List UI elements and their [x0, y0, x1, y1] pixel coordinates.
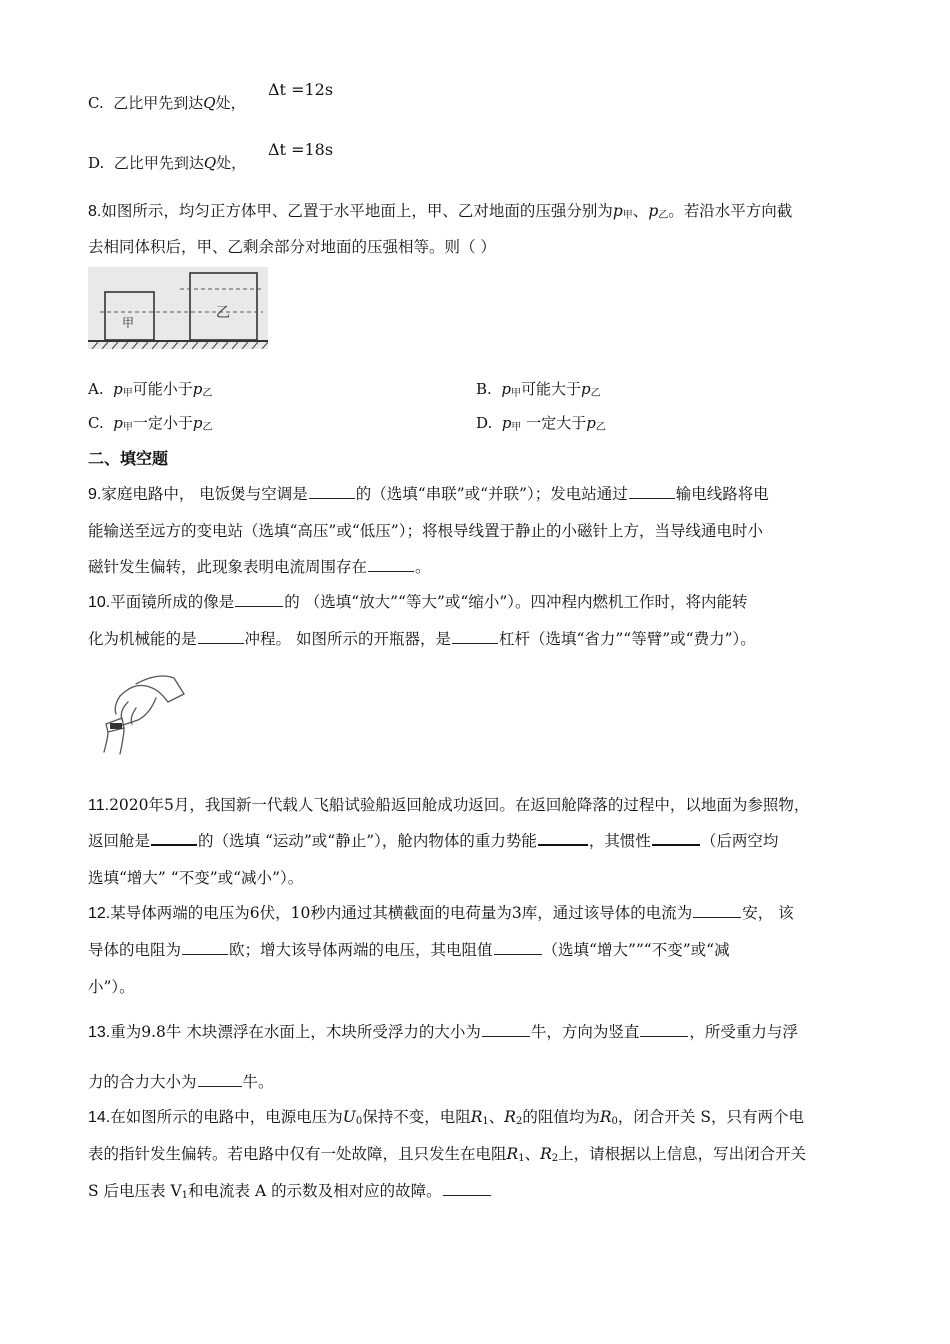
q11-line2: 返回舱是 的（选填 “运动”或“静止”），舱内物体的重力势能 ，其惯性 （后两空均: [88, 832, 779, 850]
q11-blank-3[interactable]: [652, 830, 700, 846]
q8-stem-line2: 去相同体积后，甲、乙剩余部分对地面的压强相等。则（ ）: [88, 238, 496, 256]
q11-line1: 11.2020年5月，我国新一代载人飞船试验船返回舱成功返回。在返回舱降落的过程中，以地面为参照物，: [88, 796, 810, 814]
label-jia: 甲: [122, 316, 135, 330]
bottle-opener-figure: [98, 668, 190, 760]
q9-line3: 磁针发生偏转，此现象表明电流周围存在 。: [88, 558, 431, 576]
q9-line2: 能输送至远方的变电站（选填“高压”或“低压”）；将根导线置于静止的小磁针上方，当导线通电时小: [88, 522, 763, 540]
q14-line2: 表的指针发生偏转。若电路中仅有一处故障，且只发生在电阻$R_1$、$R_2$上，请根据以上信息，写出闭合开关: [88, 1145, 807, 1164]
q13-blank-3[interactable]: [198, 1072, 242, 1087]
q11-blank-2[interactable]: [538, 830, 588, 846]
q8-stem-line1: 8.如图所示，均匀正方体甲、乙置于水平地面上，甲、乙对地面的压强分别为$p_甲$、$p_乙$。若沿水平方向截: [88, 202, 793, 221]
q11-line3: 选填“增大” “不变”或“减小”）。: [88, 869, 304, 887]
q9-blank-3[interactable]: [368, 557, 414, 572]
label-yi: 乙: [216, 305, 230, 321]
q14-blank-1[interactable]: [443, 1181, 491, 1196]
q11-blank-1[interactable]: [151, 830, 197, 846]
section-title: 二、填空题: [88, 451, 169, 468]
q14-line3: S 后电压表 $V_1$和电流表 A 的示数及相对应的故障。: [88, 1180, 880, 1207]
q12-line2: 导体的电阻为 欧；增大该导体两端的电压，其电阻值 （选填“增大””“不变”或“减: [88, 941, 730, 959]
q13-line2: 力的合力大小为 牛。: [88, 1073, 274, 1091]
q12-line1: 12.某导体两端的电压为6伏，10秒内通过其横截面的电荷量为3库，通过该导体的电流为 安， 该: [88, 904, 794, 922]
q9-blank-1[interactable]: [309, 484, 355, 499]
q10-blank-3[interactable]: [452, 629, 498, 644]
q12-blank-1[interactable]: [693, 903, 741, 918]
q10-line2: 化为机械能的是 冲程。 如图所示的开瓶器，是 杠杆（选填“省力”“等臂”或“费力”）。: [88, 630, 756, 648]
q13-blank-1[interactable]: [482, 1022, 530, 1037]
hand-outline: [120, 685, 184, 702]
q7-option-d-formula: Δt =18s: [268, 140, 334, 159]
q8-option-c: C. $p_甲$一定小于$p_乙$: [88, 414, 213, 433]
q12-blank-2[interactable]: [182, 940, 228, 955]
q13-line1: 13.重为9.8牛 木块漂浮在水面上，木块所受浮力的大小为 牛，方向为竖直 ，所受重力与浮: [88, 1023, 798, 1041]
q10-line1: 10.平面镜所成的像是 的 （选填“放大”“等大”或“缩小”）。四冲程内燃机工作时，将内能转: [88, 593, 748, 611]
bottle-cap: [110, 723, 122, 729]
q9-line1: 9.家庭电路中， 电饭煲与空调是 的（选填“串联”或“并联”）；发电站通过 输电线路将电: [88, 485, 769, 503]
q8-option-d: D. $p_甲$ 一定大于$p_乙$: [476, 414, 606, 433]
q8-option-a: A. $p_甲$可能小于$p_乙$: [88, 380, 213, 399]
q7-option-c-formula: Δt =12s: [268, 80, 334, 99]
q10-blank-1[interactable]: [235, 592, 283, 607]
figure-background: [88, 267, 268, 349]
opener-lever: [120, 698, 156, 726]
q7-option-c: C. 乙比甲先到达Q处，: [88, 94, 246, 112]
q7-option-d: D. 乙比甲先到达Q处，: [88, 154, 247, 172]
q14-line1: 14.在如图所示的电路中，电源电压为$U_0$保持不变，电阻$R_1$、$R_2$的阻值均为$R_0$，闭合开关 S，只有两个电: [88, 1108, 804, 1127]
q12-line3: 小”）。: [88, 978, 135, 996]
q12-blank-3[interactable]: [494, 940, 542, 955]
q10-blank-2[interactable]: [198, 629, 244, 644]
bottle-neck: [104, 728, 124, 754]
q9-blank-2[interactable]: [629, 484, 675, 499]
q8-option-b: B. $p_甲$可能大于$p_乙$: [476, 380, 601, 399]
q8-cubes-figure: [88, 267, 268, 349]
q13-blank-2[interactable]: [640, 1022, 688, 1037]
